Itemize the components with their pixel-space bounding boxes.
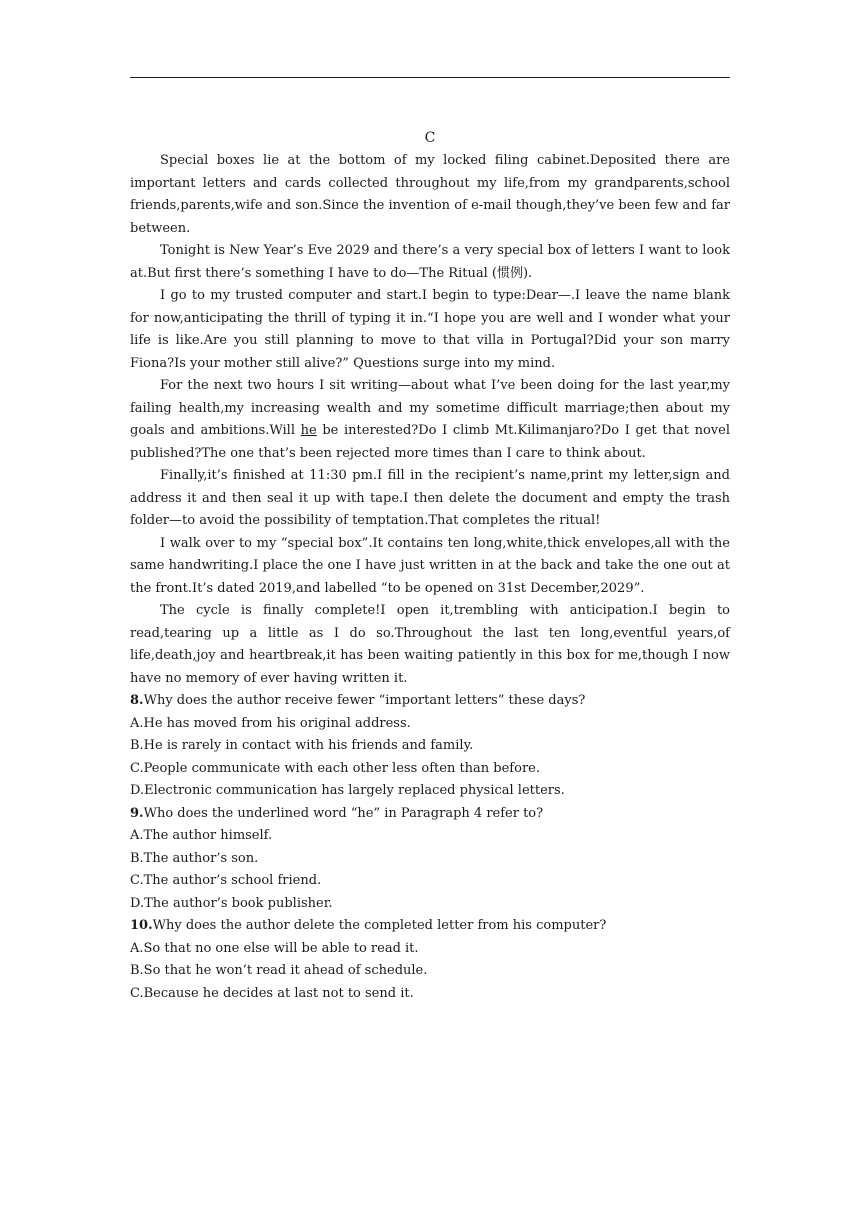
option-b: B.The author’s son.: [130, 850, 259, 866]
option-a: A.He has moved from his original address.: [130, 715, 411, 731]
option-d: D.Electronic communication has largely replaced physical letters.: [130, 783, 565, 798]
option-c: C.People communicate with each other less often than before.: [130, 760, 540, 776]
section-heading: C: [424, 130, 436, 146]
question-stem: [130, 803, 730, 826]
question-text: Why does the author delete the completed letter from his computer?: [152, 918, 607, 933]
paragraph-7: The cycle is finally complete!I open it,trembling with anticipation.I begin to read,tearing up a little as I do so.Throughout the last ten long,eventful years,of life,death,joy and heartbreak,it has been waiting patiently in this box for me,though I now have no memory of ever having written it.: [130, 603, 730, 686]
passage-content: [130, 126, 730, 1005]
option-b: B.So that he won’t read it ahead of schedule.: [130, 963, 428, 978]
question-number: 10.: [130, 918, 153, 933]
question-text: Why does the author receive fewer “important letters” these days?: [143, 693, 586, 708]
option-c: C.The author’s school friend.: [130, 873, 322, 888]
question-stem: [130, 690, 730, 713]
option-a: A.So that no one else will be able to read it.: [130, 940, 419, 956]
question-stem: [130, 915, 730, 938]
option-b: B.He is rarely in contact with his friends and family.: [130, 738, 474, 753]
paragraph-4: [130, 375, 730, 465]
paragraph-1: Special boxes lie at the bottom of my locked filing cabinet.Deposited there are important letters and cards collected throughout my life,from my grandparents,school friends,parents,wife and son.Since the invention of e-mail though,they’ve been few and far between.: [130, 153, 730, 236]
paragraph-4-before: For the next two hours I sit writing—about what I’ve been doing for the last year,my failing health,my increasing wealth and my sometime difficult marriage;then about my goals and ambitions.Will: [130, 378, 730, 438]
question-10: [130, 915, 730, 1005]
option-d: D.The author’s book publisher.: [130, 895, 333, 911]
question-8: [130, 690, 730, 803]
paragraph-5: Finally,it’s finished at 11:30 pm.I fill in the recipient’s name,print my letter,sign and address it and then seal it up with tape.I then delete the document and empty the trash folder—to avoid the possibility of temptation.That completes the ritual!: [130, 468, 730, 528]
paragraph-2: Tonight is New Year’s Eve 2029 and there’s a very special box of letters I want to look at.But first there’s something I have to do—The Ritual (惯例).: [130, 243, 730, 281]
option-a: A.The author himself.: [130, 828, 273, 843]
paragraph-4-after: be interested?Do I climb Mt.Kilimanjaro?Do I get that novel published?The one that’s been rejected more times than I care to think about.: [130, 423, 730, 461]
paragraph-6: I walk over to my “special box”.It contains ten long,white,thick envelopes,all with the same handwriting.I place the one I have just written in at the back and take the one out at the front.It’s dated 2019,and labelled “to be opened on 31st December,2029”.: [130, 535, 730, 596]
question-number: 8.: [130, 693, 144, 708]
option-c: C.Because he decides at last not to send it.: [130, 985, 414, 1001]
question-text: Who does the underlined word “he” in Paragraph 4 refer to?: [143, 805, 544, 821]
paragraph-3: I go to my trusted computer and start.I begin to type:Dear—.I leave the name blank for now,anticipating the thrill of typing it in.“I hope you are well and I wonder what your life is like.Are you still planning to move to that villa in Portugal?Did your son marry Fiona?Is your mother still alive?” Questions surge into my mind.: [130, 288, 730, 371]
header-rule: [130, 77, 730, 78]
underlined-word: he: [300, 423, 317, 438]
question-9: [130, 803, 730, 916]
question-number: 9.: [130, 805, 144, 821]
